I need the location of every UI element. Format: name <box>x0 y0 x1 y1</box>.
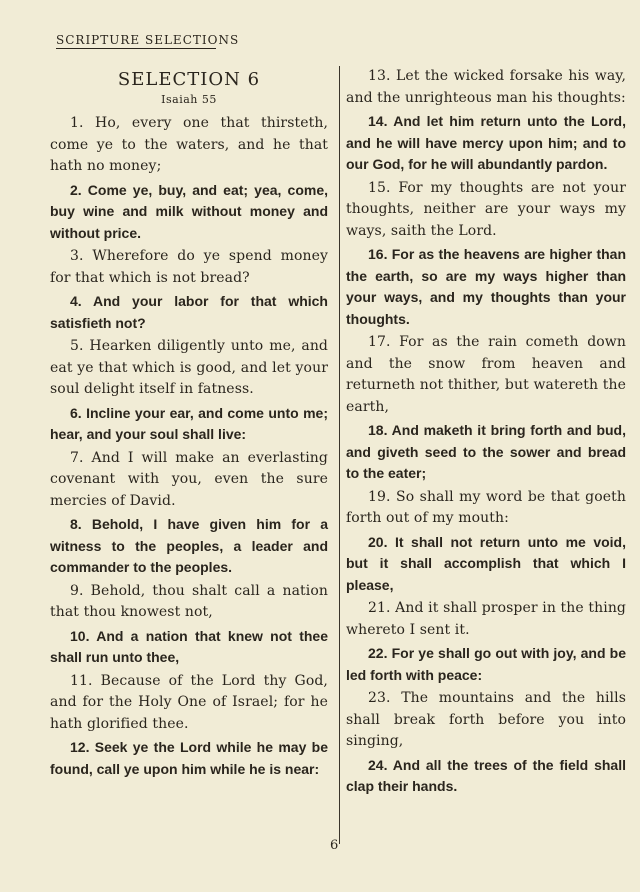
verse: 3. Wherefore do ye spend money for that which is not bread? <box>50 248 328 286</box>
verse: 21. And it shall prosper in the thing whereto I sent it. <box>346 600 626 638</box>
verse: 11. Because of the Lord thy God, and for the Holy One of Israel; for he hath glorified thee. <box>50 672 328 732</box>
verse: 6. Incline your ear, and come unto me; hear, and your soul shall live: <box>50 404 328 442</box>
column-divider <box>339 66 340 844</box>
verse: 12. Seek ye the Lord while he may be found, call ye upon him while he is near: <box>50 739 328 777</box>
verse: 2. Come ye, buy, and eat; yea, come, buy wine and milk without money and without price. <box>50 181 328 241</box>
verse: 23. The mountains and the hills shall break forth before you into singing, <box>346 690 626 749</box>
right-verse-list <box>346 66 626 798</box>
verse: 1. Ho, every one that thirsteth, come ye to the waters, and he that hath no money; <box>50 115 328 174</box>
verse: 7. And I will make an everlasting covenant with you, even the sure mercies of David. <box>50 449 328 509</box>
verse: 24. And all the trees of the field shall clap their hands. <box>346 756 626 794</box>
verse: 20. It shall not return unto me void, but it shall accomplish that which I please, <box>346 533 626 593</box>
verse: 22. For ye shall go out with joy, and be led forth with peace: <box>346 645 626 683</box>
running-head-rule <box>56 48 216 49</box>
verse: 17. For as the rain cometh down and the snow from heaven and returneth not thither, but watereth the earth, <box>346 334 626 415</box>
verse: 14. And let him return unto the Lord, and he will have mercy upon him; and to our God, for he will abundantly pardon. <box>346 113 626 172</box>
selection-title: SELECTION 6 <box>117 69 261 90</box>
verse: 10. And a nation that knew not thee shall run unto thee, <box>50 627 328 665</box>
verse: 8. Behold, I have given him for a witness to the peoples, a leader and commander to the peoples. <box>50 516 328 575</box>
left-column <box>50 66 328 782</box>
right-column <box>346 66 626 800</box>
verse: 16. For as the heavens are higher than the earth, so are my ways higher than your ways, and my thoughts than your thoughts. <box>346 246 626 327</box>
left-verse-list <box>50 113 328 780</box>
verse: 5. Hearken diligently unto me, and eat ye that which is good, and let your soul delight itself in fatness. <box>50 338 328 397</box>
verse: 4. And your labor for that which satisfieth not? <box>50 293 328 331</box>
verse: 9. Behold, thou shalt call a nation that thou knowest not, <box>50 582 328 620</box>
page-number: 6 <box>330 838 339 853</box>
verse: 15. For my thoughts are not your thoughts, neither are your ways my ways, saith the Lord. <box>346 179 626 239</box>
running-head: SCRIPTURE SELECTIONS <box>56 33 240 47</box>
scripture-reference: Isaiah 55 <box>161 93 217 106</box>
verse: 19. So shall my word be that goeth forth out of my mouth: <box>346 488 626 526</box>
verse: 18. And maketh it bring forth and bud, and giveth seed to the sower and bread to the eater; <box>346 422 626 481</box>
verse: 13. Let the wicked forsake his way, and the unrighteous man his thoughts: <box>346 68 626 106</box>
